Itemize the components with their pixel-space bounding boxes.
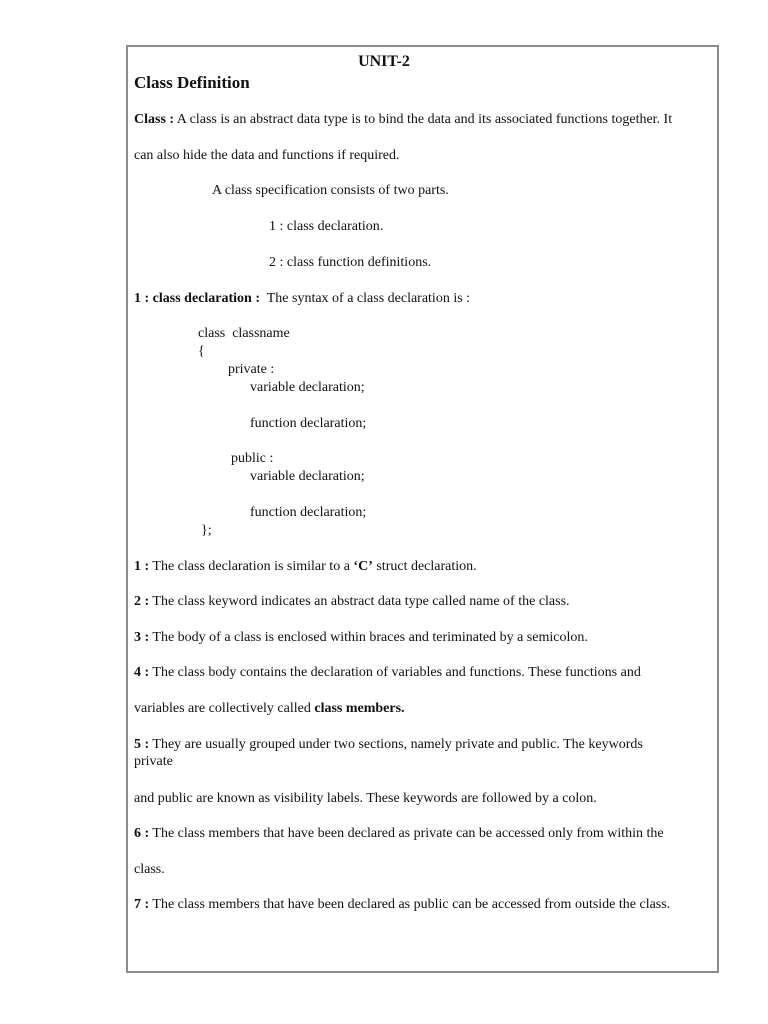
point-1-text-a: The class declaration is similar to a (149, 559, 354, 574)
point-5-number: 5 : (134, 737, 150, 752)
parts-intro: A class specification consists of two parts. (212, 183, 449, 198)
point-7-number: 7 : (134, 897, 150, 912)
point-7-text: The class members that have been declared as public can be accessed from outside the class. (149, 897, 671, 912)
class-label: Class : (134, 112, 175, 127)
point-1-text-b: struct declaration. (372, 559, 477, 574)
point-4-text-2: variables are collectively called (134, 701, 315, 716)
intro-text-1: A class is an abstract data type is to bind the data and its associated functions together. It (174, 112, 673, 127)
point-5-line-3: and public are known as visibility labels. These keywords are followed by a colon. (134, 791, 597, 806)
point-6-text: The class members that have been declared as private can be accessed only from within the (149, 826, 664, 841)
point-5-line-2: private (134, 754, 173, 769)
point-6 (134, 825, 664, 842)
point-6-line-2: class. (134, 862, 165, 877)
point-4-number: 4 : (134, 665, 150, 680)
code-line-public: public : (231, 451, 274, 466)
point-1 (134, 558, 477, 575)
code-line-public-func: function declaration; (250, 505, 367, 520)
code-line-private-var: variable declaration; (250, 380, 365, 395)
declaration-label: 1 : class declaration : (134, 291, 260, 306)
code-line-close-brace: }; (201, 523, 212, 538)
part-1: 1 : class declaration. (269, 219, 384, 234)
point-4-line-2 (134, 700, 405, 717)
point-2-number: 2 : (134, 594, 150, 609)
point-5-text: They are usually grouped under two sections, namely private and public. The keywords (149, 737, 643, 752)
point-5 (134, 736, 643, 753)
code-line-public-var: variable declaration; (250, 469, 365, 484)
declaration-heading (134, 290, 470, 307)
point-2 (134, 593, 570, 610)
code-line-open-brace: { (198, 344, 205, 359)
declaration-text: The syntax of a class declaration is : (259, 291, 471, 306)
part-2: 2 : class function definitions. (269, 255, 432, 270)
point-3-text: The body of a class is enclosed within braces and teriminated by a semicolon. (149, 630, 588, 645)
code-line-private-func: function declaration; (250, 416, 367, 431)
intro-line-1 (134, 111, 672, 128)
point-4 (134, 664, 641, 681)
point-3 (134, 629, 588, 646)
point-1-number: 1 : (134, 559, 150, 574)
point-7 (134, 896, 670, 913)
point-4-text: The class body contains the declaration of variables and functions. These functions and (149, 665, 641, 680)
point-4-bold: class members. (314, 701, 405, 716)
point-6-number: 6 : (134, 826, 150, 841)
section-title: Class Definition (134, 73, 250, 92)
point-3-number: 3 : (134, 630, 150, 645)
unit-title: UNIT-2 (358, 53, 410, 70)
point-2-text: The class keyword indicates an abstract data type called name of the class. (149, 594, 570, 609)
code-line-class: class classname (198, 326, 290, 341)
point-1-bold: ‘C’ (353, 559, 373, 574)
intro-line-2: can also hide the data and functions if required. (134, 148, 400, 163)
code-line-private: private : (228, 362, 275, 377)
